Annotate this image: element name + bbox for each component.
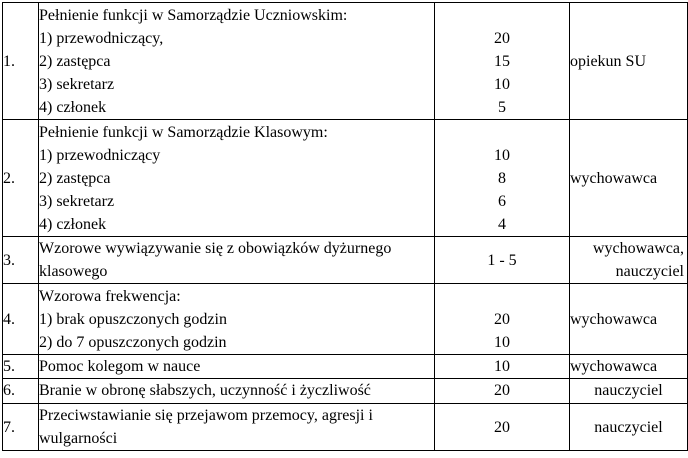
row-points (435, 120, 570, 237)
points-line: 8 (498, 169, 506, 187)
points-table (2, 2, 688, 451)
table-row (3, 3, 688, 120)
row-assessor: nauczyciel (570, 379, 688, 404)
points-line (435, 4, 569, 27)
table-row (3, 355, 688, 379)
points-line: 20 (494, 29, 510, 47)
description-line: 1) przewodniczący (39, 146, 161, 164)
points-line: 10 (494, 146, 510, 164)
table-row (3, 120, 688, 237)
row-assessor: wychowawca (570, 120, 688, 237)
description-line: Przeciwstawianie się przejawom przemocy, agresji i (39, 407, 373, 424)
assessor-line: wychowawca, (592, 240, 684, 257)
row-description (39, 237, 435, 284)
description-line: 1) brak opuszczonych godzin (39, 310, 227, 328)
description-line: 2) do 7 opuszczonych godzin (39, 333, 227, 351)
row-assessor: wychowawca (570, 355, 688, 379)
table-row (3, 404, 688, 451)
description-line: 4) członek (39, 215, 107, 233)
table-row (3, 284, 688, 355)
points-line: 10 (494, 75, 510, 93)
row-assessor: nauczyciel (570, 404, 688, 451)
row-assessor (570, 237, 688, 284)
row-description: Branie w obronę słabszych, uczynność i życzliwość (39, 379, 435, 404)
description-line: 3) sekretarz (39, 75, 115, 93)
points-line: 5 (498, 98, 506, 116)
description-line: 1) przewodniczący, (39, 29, 164, 47)
points-line: 10 (494, 333, 510, 351)
row-points: 1 - 5 (435, 237, 570, 284)
description-line: 2) zastępca (39, 169, 111, 187)
row-number: 5. (3, 355, 39, 379)
table-row (3, 379, 688, 404)
description-line: Pełnienie funkcji w Samorządzie Uczniowskim: (39, 6, 348, 24)
row-description (39, 3, 435, 120)
row-number: 1. (3, 3, 39, 120)
row-description (39, 120, 435, 237)
description-line: Pełnienie funkcji w Samorządzie Klasowym: (39, 123, 328, 141)
row-points (435, 284, 570, 355)
description-line: Wzorowe wywiązywanie się z obowiązków dyżurnego (39, 240, 392, 257)
description-line: klasowego (39, 263, 108, 280)
description-line: 3) sekretarz (39, 192, 115, 210)
row-points: 10 (435, 355, 570, 379)
points-line: 6 (498, 192, 506, 210)
points-line (435, 121, 569, 144)
row-points: 20 (435, 404, 570, 451)
description-line: 4) członek (39, 98, 107, 116)
row-description: Pomoc kolegom w nauce (39, 355, 435, 379)
row-points (435, 3, 570, 120)
points-line: 15 (494, 52, 510, 70)
row-number: 2. (3, 120, 39, 237)
points-line (435, 285, 569, 308)
row-description (39, 404, 435, 451)
row-description (39, 284, 435, 355)
points-line: 4 (498, 215, 506, 233)
description-line: Wzorowa frekwencja: (39, 287, 181, 305)
description-line: wulgarności (39, 430, 118, 447)
row-number: 4. (3, 284, 39, 355)
description-line: 2) zastępca (39, 52, 111, 70)
table-row (3, 237, 688, 284)
row-number: 3. (3, 237, 39, 284)
row-number: 7. (3, 404, 39, 451)
points-line: 20 (494, 310, 510, 328)
row-number: 6. (3, 379, 39, 404)
row-assessor: opiekun SU (570, 3, 688, 120)
assessor-line: nauczyciel (615, 263, 684, 280)
row-points: 20 (435, 379, 570, 404)
row-assessor: wychowawca (570, 284, 688, 355)
